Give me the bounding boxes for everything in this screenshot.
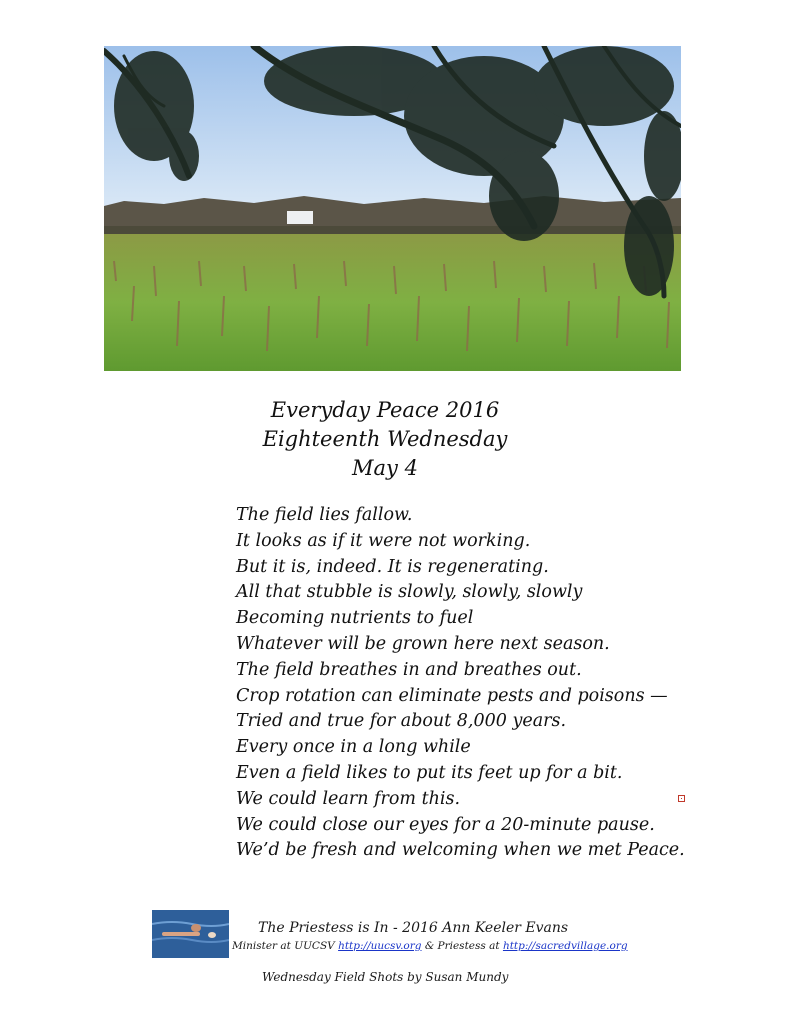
poem-line: Tried and true for about 8,000 years. bbox=[236, 711, 567, 732]
poem-body bbox=[236, 503, 685, 864]
poem-line: We could close our eyes for a 20-minute pause. bbox=[236, 814, 655, 835]
footer-title: The Priestess is In - 2016 Ann Keeler Evans bbox=[258, 920, 569, 936]
priestess-label: & Priestess at bbox=[421, 940, 503, 952]
poem-line: All that stubble is slowly, slowly, slowly bbox=[236, 582, 583, 603]
title-line-weekday: Eighteenth Wednesday bbox=[262, 427, 508, 451]
photo-credit: Wednesday Field Shots by Susan Mundy bbox=[262, 970, 509, 984]
poem-line: But it is, indeed. It is regenerating. bbox=[236, 556, 549, 577]
field-photo bbox=[104, 46, 681, 371]
poem-line: We’d be fresh and welcoming when we met Peace. bbox=[236, 840, 685, 861]
uucsv-link[interactable]: http://uucsv.org bbox=[338, 940, 422, 952]
poem-line: Whatever will be grown here next season. bbox=[236, 633, 610, 654]
poem-line: The field breathes in and breathes out. bbox=[236, 659, 582, 680]
annotation-marker-icon[interactable] bbox=[678, 795, 685, 802]
poem-line: We could learn from this. bbox=[236, 788, 461, 809]
sacredvillage-link[interactable]: http://sacredvillage.org bbox=[502, 940, 628, 952]
poem-line: Becoming nutrients to fuel bbox=[236, 608, 474, 629]
footer-affiliations bbox=[232, 939, 652, 953]
swimmer-thumbnail bbox=[152, 910, 229, 958]
page-title bbox=[200, 396, 570, 483]
poem-line: It looks as if it were not working. bbox=[236, 530, 531, 551]
poem-line: Even a field likes to put its feet up for a bit. bbox=[236, 762, 623, 783]
poem-line: Crop rotation can eliminate pests and poisons — bbox=[236, 685, 668, 706]
minister-label: Minister at UUCSV bbox=[232, 940, 339, 952]
poem-line: The field lies fallow. bbox=[236, 505, 413, 525]
poem-line: Every once in a long while bbox=[236, 737, 471, 758]
title-line-date: May 4 bbox=[352, 456, 418, 480]
title-line-series: Everyday Peace 2016 bbox=[270, 398, 500, 422]
